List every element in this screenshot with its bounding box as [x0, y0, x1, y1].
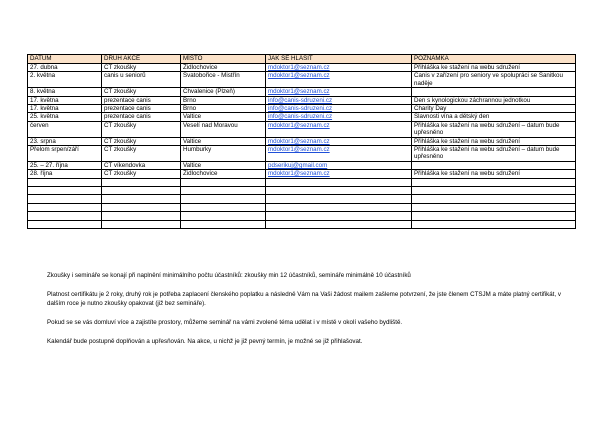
empty-cell: [266, 203, 412, 211]
events-table: [27, 54, 576, 229]
cell-note: Den s kynologickou záchrannou jednotkou: [412, 96, 576, 104]
contact-email-link[interactable]: info@canis-sdruzeni.cz: [266, 113, 412, 121]
contact-email-link[interactable]: mdoktor1@seznam.cz: [266, 88, 412, 96]
cell-place: Chvalenice (Plzeň): [181, 88, 266, 96]
cell-place: Brno: [181, 96, 266, 104]
table-header-row: [28, 55, 576, 64]
empty-cell: [181, 178, 266, 186]
cell-place: Židlochovice: [181, 64, 266, 72]
empty-cell: [266, 178, 412, 186]
empty-cell: [266, 187, 412, 195]
note-calendar-updates: Kalendář bude postupně doplňován a upřesňován. Na akce, u nichž je již pevný termín, je možné se již přihlašovat.: [47, 337, 363, 345]
contact-email-link[interactable]: mdoktor1@seznam.cz: [266, 137, 412, 145]
header-date: DATUM: [28, 55, 102, 64]
cell-date: 2. května: [28, 72, 102, 88]
contact-email-link[interactable]: pdserikuj@gmail.com: [266, 161, 412, 169]
cell-date: 17. května: [28, 105, 102, 113]
cell-event-type: CT víkendovka: [102, 161, 181, 169]
empty-cell: [412, 203, 576, 211]
cell-event-type: CT zkoušky: [102, 146, 181, 162]
cell-note: Přihláška ke stažení na webu sdružení: [412, 64, 576, 72]
cell-place: Humburky: [181, 146, 266, 162]
empty-cell: [28, 203, 102, 211]
cell-note: Přihláška ke stažení na webu sdružení: [412, 170, 576, 178]
cell-date: Přelom srpen/září: [28, 146, 102, 162]
empty-cell: [412, 220, 576, 228]
contact-email-link[interactable]: info@canis-sdruzeni.cz: [266, 96, 412, 104]
empty-cell: [102, 195, 181, 203]
empty-cell: [28, 212, 102, 220]
table-body: [28, 64, 576, 229]
note-minimum-participants: Zkoušky i semináře se konají při naplnění minimálního počtu účastníků: zkoušky min 12 účastníků, semináře minimálně 10 účastníků: [47, 272, 411, 279]
empty-table-row: [28, 187, 576, 195]
empty-cell: [102, 220, 181, 228]
empty-table-row: [28, 212, 576, 220]
empty-table-row: [28, 203, 576, 211]
cell-event-type: CT zkoušky: [102, 88, 181, 96]
contact-email-link[interactable]: info@canis-sdruzeni.cz: [266, 105, 412, 113]
contact-email-link[interactable]: mdoktor1@seznam.cz: [266, 64, 412, 72]
cell-note: [412, 161, 576, 169]
table-row: [28, 105, 576, 113]
table-row: [28, 146, 576, 162]
header-place: MÍSTO: [181, 55, 266, 64]
cell-date: 25. května: [28, 113, 102, 121]
empty-cell: [266, 220, 412, 228]
table-row: [28, 137, 576, 145]
contact-email-link[interactable]: mdoktor1@seznam.cz: [266, 170, 412, 178]
empty-cell: [102, 187, 181, 195]
cell-date: 28. října: [28, 170, 102, 178]
cell-place: Valtice: [181, 137, 266, 145]
cell-place: Veselí nad Moravou: [181, 121, 266, 137]
contact-email-link[interactable]: mdoktor1@seznam.cz: [266, 146, 412, 162]
cell-event-type: CT zkoušky: [102, 64, 181, 72]
note-certificate-validity: Platnost certifikátu je 2 roky, druhý rok je potřeba zaplacení členského poplatku a následně Vám na Vaši žádost mailem zašleme potvrzení, že jste členem CTSJM a máte platný certifikát, v dalším roce je nutno zkoušky opakovat (již bez semináře).: [47, 290, 561, 308]
cell-event-type: canis u seniorů: [102, 72, 181, 88]
cell-date: 8. května: [28, 88, 102, 96]
table-row: [28, 170, 576, 178]
header-note: POZNÁMKA: [412, 55, 576, 64]
cell-place: Valtice: [181, 113, 266, 121]
table-row: [28, 161, 576, 169]
cell-note: Přihláška ke stažení na webu sdružení – datum bude upřesněno: [412, 146, 576, 162]
empty-cell: [181, 187, 266, 195]
empty-cell: [102, 178, 181, 186]
empty-table-row: [28, 178, 576, 186]
empty-cell: [412, 187, 576, 195]
empty-table-row: [28, 195, 576, 203]
cell-note: [412, 88, 576, 96]
cell-date: 27. dubna: [28, 64, 102, 72]
empty-cell: [266, 195, 412, 203]
cell-place: Židlochovice: [181, 170, 266, 178]
notes-section: [47, 271, 567, 356]
empty-cell: [181, 212, 266, 220]
empty-cell: [181, 203, 266, 211]
contact-email-link[interactable]: mdoktor1@seznam.cz: [266, 72, 412, 88]
cell-note: Slavnosti vína a dětský den: [412, 113, 576, 121]
cell-note: Charity Day: [412, 105, 576, 113]
cell-event-type: CT zkoušky: [102, 170, 181, 178]
empty-cell: [28, 187, 102, 195]
note-custom-seminar: Pokud se se vás domluví více a zajistíte prostory, můžeme seminář na vámi zvolené téma udělat i v místě v okolí vašeho bydliště.: [47, 319, 403, 327]
empty-cell: [28, 178, 102, 186]
table-row: [28, 72, 576, 88]
empty-table-row: [28, 220, 576, 228]
cell-date: 17. května: [28, 96, 102, 104]
table-row: [28, 96, 576, 104]
empty-cell: [28, 220, 102, 228]
cell-place: Brno: [181, 105, 266, 113]
contact-email-link[interactable]: mdoktor1@seznam.cz: [266, 121, 412, 137]
empty-cell: [102, 203, 181, 211]
cell-note: Přihláška ke stažení na webu sdružení: [412, 137, 576, 145]
cell-event-type: CT zkoušky: [102, 121, 181, 137]
empty-cell: [412, 212, 576, 220]
cell-event-type: prezentace canis: [102, 113, 181, 121]
cell-note: Canis v zařízení pro seniory ve spolupráci se Sanitkou naděje: [412, 72, 576, 88]
cell-event-type: prezentace canis: [102, 96, 181, 104]
table-row: [28, 113, 576, 121]
table-row: [28, 121, 576, 137]
cell-event-type: CT zkoušky: [102, 137, 181, 145]
cell-place: Valtice: [181, 161, 266, 169]
empty-cell: [181, 195, 266, 203]
cell-note: Přihláška ke stažení na webu sdružení – datum bude upřesněno: [412, 121, 576, 137]
table-row: [28, 88, 576, 96]
empty-cell: [412, 195, 576, 203]
header-event-type: DRUH AKCE: [102, 55, 181, 64]
empty-cell: [412, 178, 576, 186]
empty-cell: [28, 195, 102, 203]
table-row: [28, 64, 576, 72]
empty-cell: [102, 212, 181, 220]
cell-date: červen: [28, 121, 102, 137]
empty-cell: [266, 212, 412, 220]
cell-date: 23. srpna: [28, 137, 102, 145]
cell-event-type: prezentace canis: [102, 105, 181, 113]
cell-date: 25. – 27. října: [28, 161, 102, 169]
header-how-to-apply: JAK SE HLÁSIT: [266, 55, 412, 64]
cell-place: Svatobořice - Mistřín: [181, 72, 266, 88]
empty-cell: [181, 220, 266, 228]
